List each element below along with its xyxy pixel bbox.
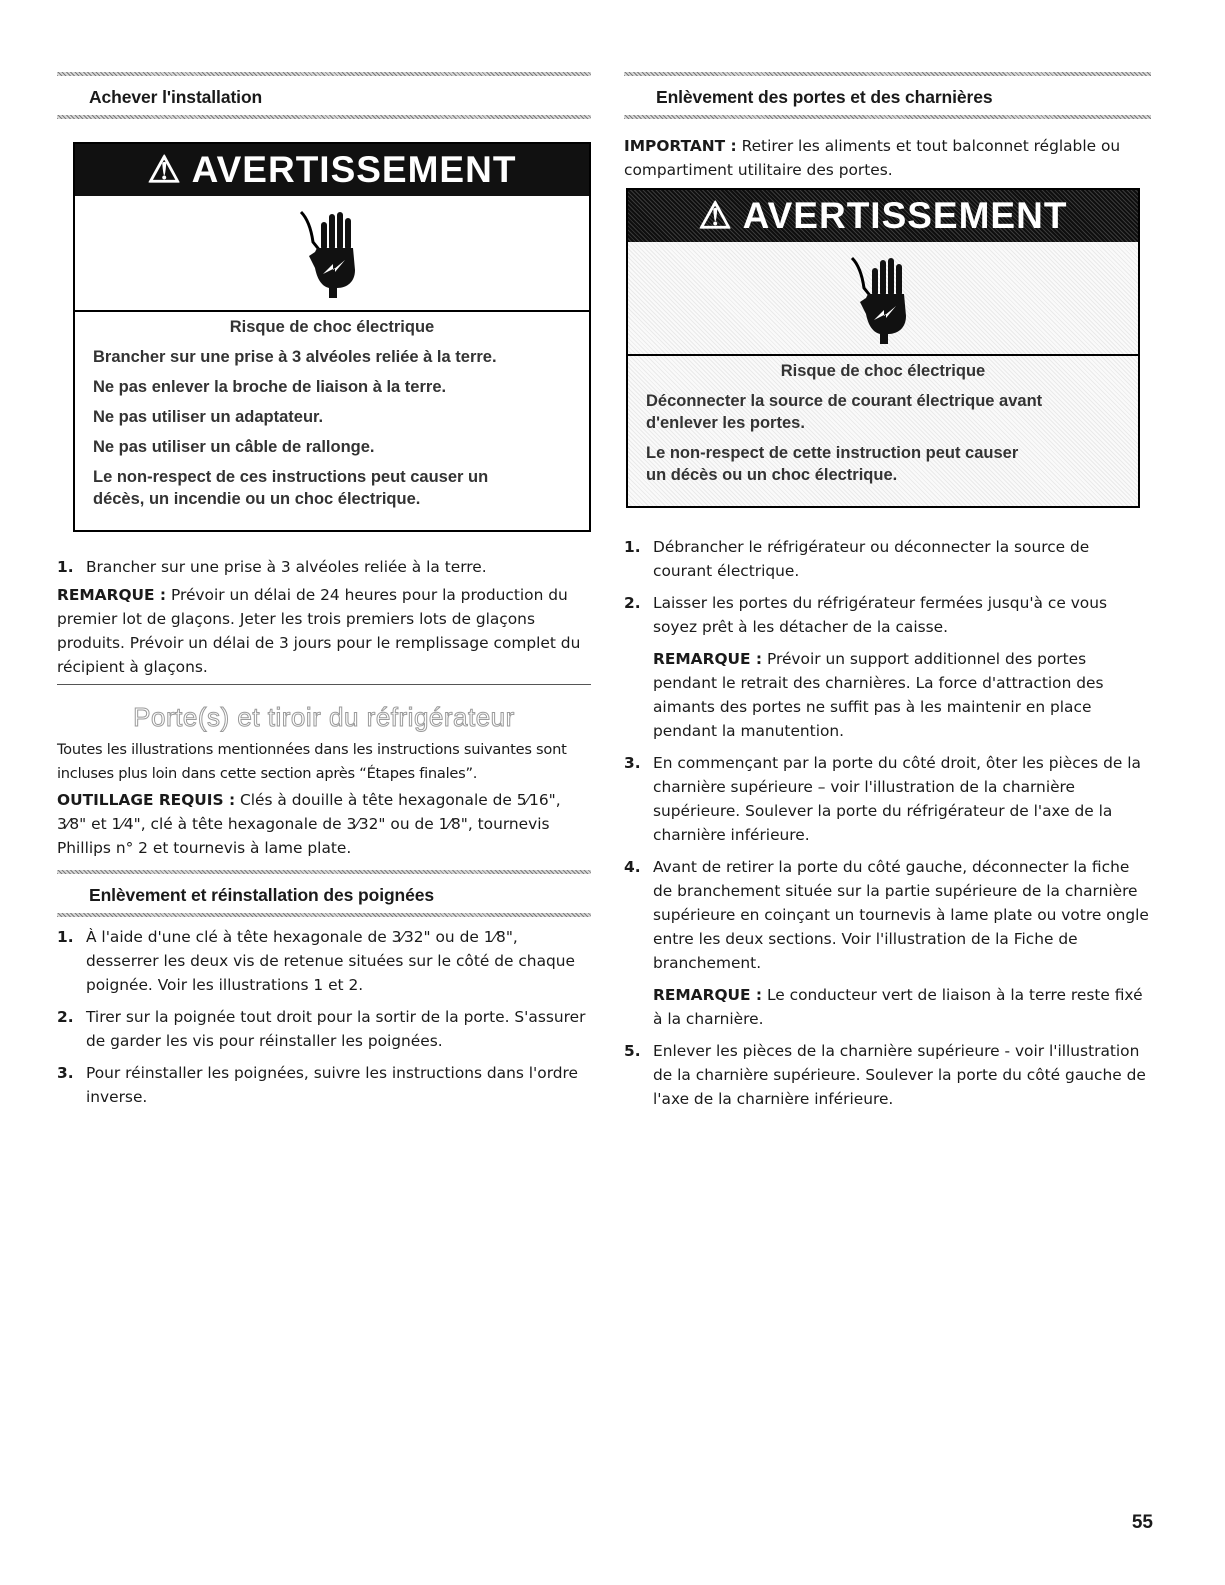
list-item: 1. À l'aide d'une clé à tête hexagonale de 3⁄32" ou de 1⁄8", desserrer les deux vis de retenue situées sur le côté de chaque poignée. Voir les illustrations 1 et 2. bbox=[57, 928, 575, 994]
list-item: 1. Débrancher le réfrigérateur ou déconnecter la source de courant électrique. bbox=[624, 538, 1090, 580]
step-note: REMARQUE : Le conducteur vert de liaison à la terre reste fixé à la charnière. bbox=[653, 986, 1143, 1028]
warning-line: Brancher sur une prise à 3 alvéoles reliée à la terre. bbox=[93, 348, 497, 366]
warning-line: Ne pas enlever la broche de liaison à la terre. bbox=[93, 378, 447, 396]
list-item: 1. Brancher sur une prise à 3 alvéoles reliée à la terre. bbox=[57, 558, 487, 576]
list-item: 3. En commençant par la porte du côté droit, ôter les pièces de la charnière supérieure – voir l'illustration de la charnière supérieure. Soulever la porte du réfrigérateur de l'axe de la charnière inférieure. bbox=[624, 754, 1141, 844]
list-item: 2. Tirer sur la poignée tout droit pour la sortir de la porte. S'assurer de garder les vis pour réinstaller les poignées. bbox=[57, 1008, 586, 1050]
electric-shock-hand-icon bbox=[299, 208, 365, 300]
section-title: Enlèvement et réinstallation des poignées bbox=[89, 885, 435, 905]
warning-line: Ne pas utiliser un adaptateur. bbox=[93, 408, 324, 426]
warning-line: Ne pas utiliser un câble de rallonge. bbox=[93, 438, 375, 456]
section-header-installation bbox=[57, 72, 591, 119]
section-big-title: Porte(s) et tiroir du réfrigérateur bbox=[133, 702, 515, 732]
important-paragraph: IMPORTANT : Retirer les aliments et tout balconnet réglable ou compartiment utilitaire des portes. bbox=[624, 137, 1121, 179]
warning-header: ⚠ AVERTISSEMENT bbox=[75, 144, 589, 196]
warning-line: Le non-respect de ces instructions peut causer un décès, un incendie ou un choc électrique. bbox=[93, 468, 489, 508]
section-title: Enlèvement des portes et des charnières bbox=[656, 87, 993, 107]
warning-box-2 bbox=[626, 188, 1140, 508]
tools-required: OUTILLAGE REQUIS : Clés à douille à tête hexagonale de 5⁄16", 3⁄8" et 1⁄4", clé à tête hexagonale de 3⁄32" ou de 1⁄8", tournevis Phillips n° 2 et tournevis à lame plate. bbox=[57, 791, 561, 857]
remarque-paragraph: REMARQUE : Prévoir un délai de 24 heures pour la production du premier lot de glaçons. Jeter les trois premiers lots de glaçons produits. Prévoir un délai de 3 jours pour le remplissage complet du récipient à glaçons. bbox=[57, 586, 581, 676]
door-removal-steps bbox=[624, 535, 1151, 1119]
list-item: 5. Enlever les pièces de la charnière supérieure - voir l'illustration de la charnière supérieure. Soulever la porte du côté gauche de l'axe de la charnière inférieure. bbox=[624, 1042, 1146, 1108]
list-item: 2. Laisser les portes du réfrigérateur fermées jusqu'à ce vous soyez prêt à les détacher de la caisse. REMARQUE : Prévoir un support additionnel des portes pendant le retrait des charnières. La force d'attraction des aimants des portes ne suffit pas à les maintenir en place pendant la manutention. bbox=[624, 591, 1151, 743]
section-header-doors bbox=[624, 72, 1151, 119]
warning-header: ⚠ AVERTISSEMENT bbox=[628, 190, 1138, 242]
divider bbox=[57, 684, 591, 685]
warning-risk-title: Risque de choc électrique bbox=[780, 362, 986, 380]
section-title: Achever l'installation bbox=[89, 87, 263, 107]
warning-box-1 bbox=[73, 142, 591, 532]
section-header-handles bbox=[57, 870, 591, 917]
list-item: 3. Pour réinstaller les poignées, suivre les instructions dans l'ordre inverse. bbox=[57, 1064, 578, 1106]
warning-line: Déconnecter la source de courant électrique avant d'enlever les portes. bbox=[646, 392, 1043, 432]
warning-triangle-icon: ⚠ bbox=[698, 195, 733, 236]
page-number: 55 bbox=[1131, 1512, 1153, 1533]
warning-risk-title: Risque de choc électrique bbox=[229, 318, 435, 336]
step-note: REMARQUE : Prévoir un support additionnel des portes pendant le retrait des charnières. La force d'attraction des aimants des portes ne suffit pas à les maintenir en place pendant la manutention. bbox=[653, 650, 1104, 740]
electric-shock-hand-icon bbox=[850, 254, 916, 346]
warning-line: Le non-respect de cette instruction peut causer un décès ou un choc électrique. bbox=[646, 444, 1019, 484]
illustrations-note: Toutes les illustrations mentionnées dans les instructions suivantes sont incluses plus loin dans cette section après “Étapes finales”. bbox=[57, 741, 567, 782]
list-item: 4. Avant de retirer la porte du côté gauche, déconnecter la fiche de branchement située sur la partie supérieure de la charnière supérieure en coinçant un tournevis à lame plate ou votre ongle entre les deux sections. Voir l'illustration de la Fiche de branchement. REMARQUE : Le conducteur vert de liaison à la terre reste fixé à la charnière. bbox=[624, 855, 1151, 1031]
handles-steps bbox=[57, 925, 591, 1117]
warning-triangle-icon: ⚠ bbox=[147, 149, 182, 190]
